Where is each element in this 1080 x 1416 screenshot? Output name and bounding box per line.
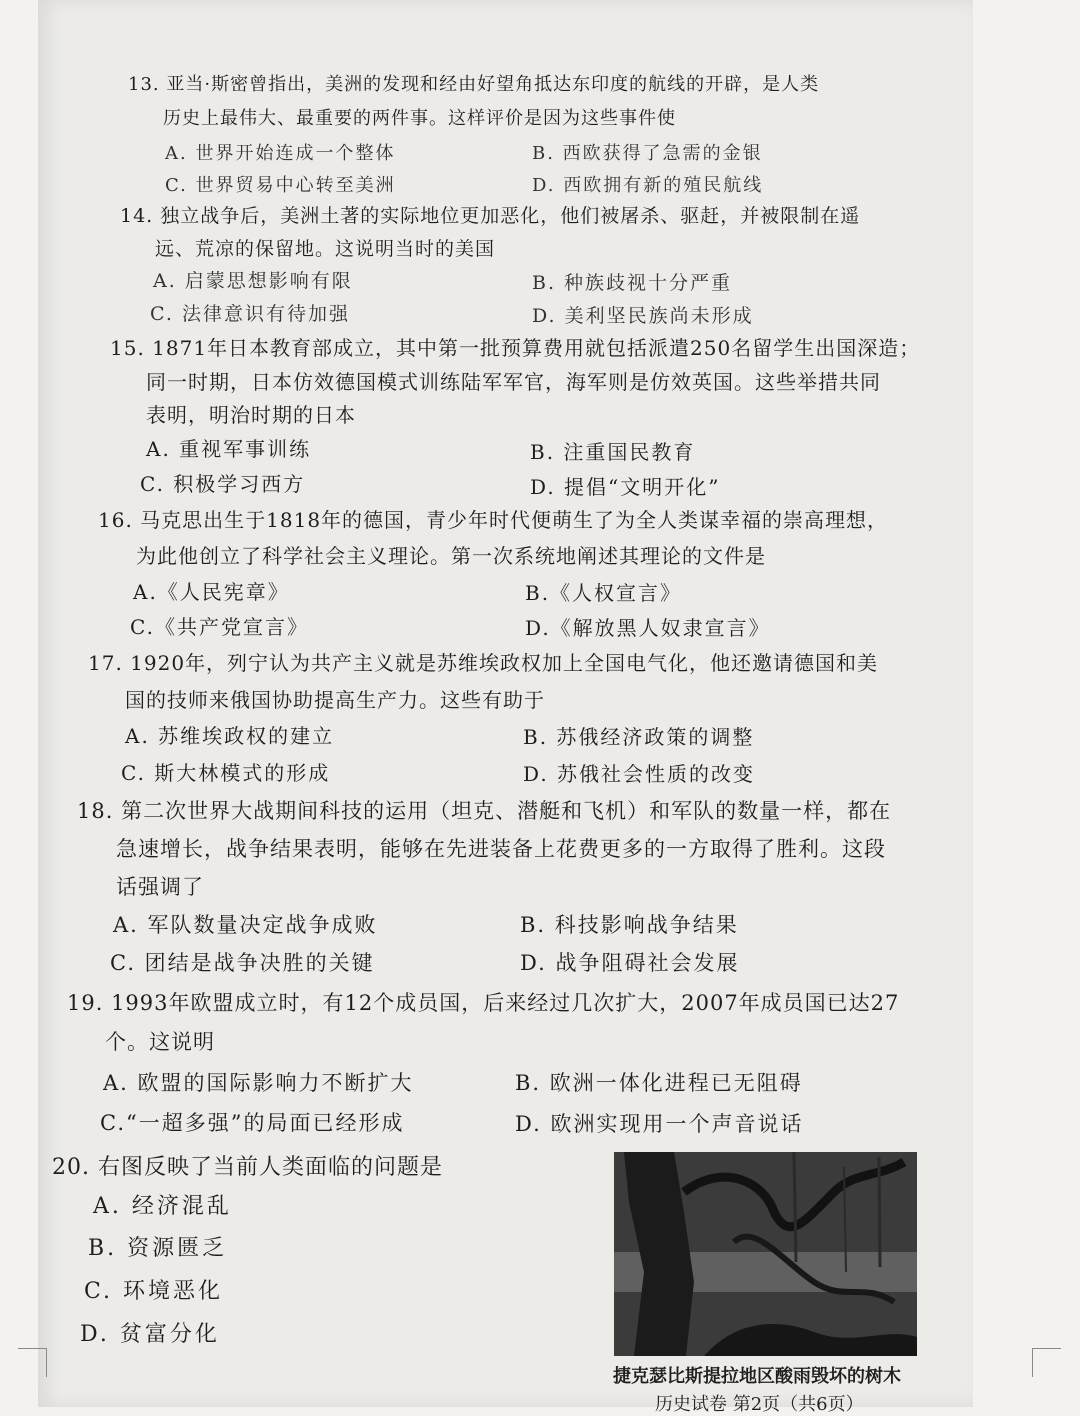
q16-line-1: 16. 马克思出生于1818年的德国，青少年时代便萌生了为全人类谋幸福的崇高理想，	[98, 508, 889, 532]
acid-rain-tree-photo	[614, 1152, 917, 1356]
q15-option-d: D. 提倡“文明开化”	[530, 475, 721, 499]
q18-option-d: D. 战争阻碍社会发展	[520, 951, 740, 975]
q18-line-2: 急速增长，战争结果表明，能够在先进装备上花费更多的一方取得了胜利。这段	[116, 837, 886, 861]
q17-option-c: C. 斯大林模式的形成	[121, 761, 331, 785]
q14-option-a: A. 启蒙思想影响有限	[153, 270, 353, 292]
crop-mark-right	[1032, 1348, 1061, 1377]
q16-line-2: 为此他创立了科学社会主义理论。第一次系统地阐述其理论的文件是	[136, 544, 766, 568]
q13-option-d: D. 西欧拥有新的殖民航线	[532, 175, 764, 196]
q15-line-3: 表明，明治时期的日本	[146, 403, 356, 427]
q16-option-a: A.《人民宪章》	[133, 580, 290, 604]
q17-option-b: B. 苏俄经济政策的调整	[523, 725, 755, 749]
q13-option-b: B. 西欧获得了急需的金银	[532, 143, 763, 164]
q18-line-1: 18. 第二次世界大战期间科技的运用（坦克、潜艇和飞机）和军队的数量一样，都在	[77, 799, 892, 823]
q15-option-b: B. 注重国民教育	[530, 440, 696, 464]
q15-line-1: 15. 1871年日本教育部成立，其中第一批预算费用就包括派遣250名留学生出国深造；	[110, 336, 921, 360]
q14-option-b: B. 种族歧视十分严重	[532, 272, 733, 294]
q14-line-2: 远、荒凉的保留地。这说明当时的美国	[155, 238, 496, 260]
q20-option-c: C. 环境恶化	[84, 1279, 224, 1304]
q19-option-b: B. 欧洲一体化进程已无阻碍	[515, 1071, 803, 1095]
q19-option-a: A. 欧盟的国际影响力不断扩大	[103, 1071, 414, 1095]
q14-line-1: 14. 独立战争后，美洲土著的实际地位更加恶化，他们被屠杀、驱赶，并被限制在遥	[120, 205, 861, 227]
q16-option-c: C.《共产党宣言》	[130, 615, 309, 639]
q17-option-a: A. 苏维埃政权的建立	[125, 724, 335, 748]
q15-option-a: A. 重视军事训练	[146, 437, 312, 461]
q20-line-1: 20. 右图反映了当前人类面临的问题是	[52, 1155, 443, 1180]
q16-option-b: B.《人权宣言》	[525, 581, 683, 605]
q19-option-c: C.“一超多强”的局面已经形成	[100, 1111, 405, 1135]
q14-option-c: C. 法律意识有待加强	[150, 303, 350, 325]
q13-line-1: 13. 亚当·斯密曾指出，美洲的发现和经由好望角抵达东印度的航线的开辟，是人类	[128, 74, 820, 95]
q16-option-d: D.《解放黑人奴隶宣言》	[525, 616, 771, 640]
q18-option-a: A. 军队数量决定战争成败	[113, 913, 378, 937]
q20-option-a: A. 经济混乱	[93, 1194, 232, 1219]
q19-line-2: 个。这说明	[105, 1030, 215, 1054]
q18-option-c: C. 团结是战争决胜的关键	[110, 951, 375, 975]
q20-option-b: B. 资源匮乏	[88, 1236, 228, 1261]
q13-option-c: C. 世界贸易中心转至美洲	[165, 175, 396, 196]
crop-mark-left	[18, 1348, 47, 1377]
figure-caption: 捷克瑟比斯提拉地区酸雨毁坏的树木	[613, 1366, 901, 1387]
q19-option-d: D. 欧洲实现用一个声音说话	[515, 1112, 804, 1136]
q15-option-c: C. 积极学习西方	[140, 472, 306, 496]
page-footer: 历史试卷 第2页（共6页）	[655, 1394, 864, 1415]
q13-line-2: 历史上最伟大、最重要的两件事。这样评价是因为这些事件使	[163, 108, 676, 129]
q18-option-b: B. 科技影响战争结果	[520, 913, 739, 937]
q14-option-d: D. 美利坚民族尚未形成	[532, 305, 754, 327]
q18-line-3: 话强调了	[116, 875, 204, 899]
q17-line-2: 国的技师来俄国协助提高生产力。这些有助于	[125, 688, 545, 712]
q20-option-d: D. 贫富分化	[80, 1322, 220, 1347]
q17-line-1: 17. 1920年，列宁认为共产主义就是苏维埃政权加上全国电气化，他还邀请德国和美	[88, 651, 879, 675]
q17-option-d: D. 苏俄社会性质的改变	[523, 762, 756, 786]
q13-option-a: A. 世界开始连成一个整体	[165, 143, 396, 164]
q19-line-1: 19. 1993年欧盟成立时，有12个成员国，后来经过几次扩大，2007年成员国已达27	[67, 991, 900, 1015]
q15-line-2: 同一时期，日本仿效德国模式训练陆军军官，海军则是仿效英国。这些举措共同	[146, 370, 881, 394]
